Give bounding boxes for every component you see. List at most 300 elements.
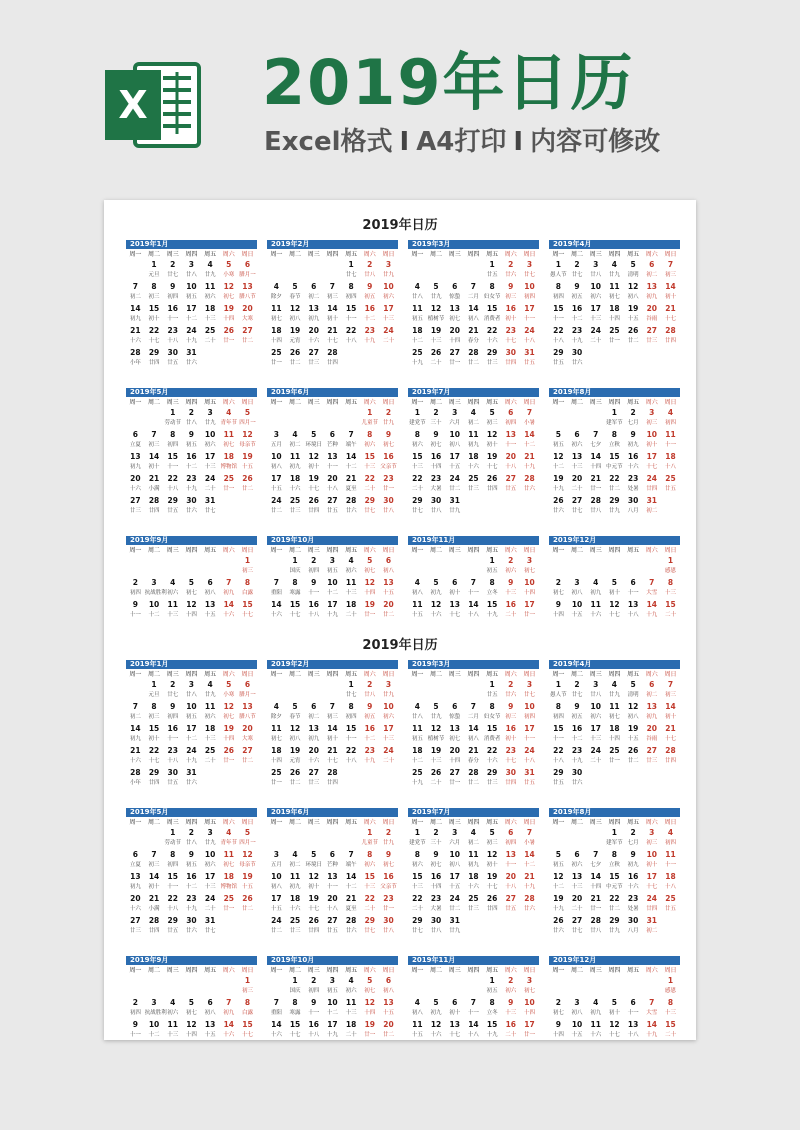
day-cell [549,997,568,1019]
day-number: 1 [611,408,618,417]
weekday-label: 周五 [345,967,358,974]
day-number: 13 [242,282,253,291]
day-number: 6 [244,680,251,689]
day-cell [605,407,624,429]
lunar-label: 十四 [270,758,282,764]
day-number: 22 [412,894,423,903]
day-number: 15 [609,452,620,461]
day-cell [427,429,446,451]
day-cell [445,473,464,495]
day-number: 6 [311,282,317,291]
lunar-label: 廿二 [241,486,253,492]
day-cell [605,827,624,849]
day-cell [501,281,520,303]
weekday-label: 周四 [326,819,339,826]
lunar-label: 初七 [364,988,376,994]
day-cell [501,745,520,767]
day-cell [520,767,539,789]
lunar-label: 初七 [223,442,235,448]
lunar-label: 十七 [486,464,498,470]
lunar-label: 廿七 [571,692,583,698]
day-number: 2 [385,408,392,417]
day-number: 16 [167,304,178,313]
day-cell [408,767,427,789]
weekday-row [126,250,257,259]
lunar-label: 环境日 [305,862,322,868]
day-number: 26 [430,768,442,777]
empty-cell [427,259,446,281]
day-number: 6 [508,828,514,837]
weekday-row [126,546,257,555]
day-number: 30 [167,768,178,777]
day-number: 16 [627,872,639,881]
weekday-label: 周一 [129,967,142,974]
calendar-title: 2019年日历 [362,218,438,233]
empty-cell [568,827,587,849]
day-cell [427,745,446,767]
day-cell [267,997,286,1019]
day-cell [464,849,483,871]
day-cell [445,303,464,325]
day-number: 3 [574,578,580,587]
day-cell [323,745,342,767]
day-cell [586,723,605,745]
day-number: 28 [665,326,676,335]
day-number: 2 [188,408,195,417]
day-cell [642,827,661,849]
lunar-label: 五月 [270,442,282,448]
day-cell [304,997,323,1019]
weekday-label: 周四 [608,819,621,826]
lunar-label: 十二 [523,442,535,448]
lunar-label: 初八 [467,316,479,322]
weekday-label: 周一 [411,399,424,406]
weekday-label: 周二 [430,399,443,406]
lunar-label: 十六 [129,758,141,764]
lunar-label: 廿一 [590,906,602,912]
day-cell [586,495,605,517]
day-cell [661,555,680,577]
day-number: 7 [329,702,336,711]
day-cell [624,599,643,621]
day-cell [642,871,661,893]
day-number: 16 [167,724,178,733]
day-cell [145,893,164,915]
day-number: 20 [646,724,657,733]
lunar-label: 廿一 [608,758,620,764]
day-number: 31 [449,916,460,925]
day-number: 21 [345,474,357,483]
day-number: 12 [430,1020,442,1029]
day-cell [501,827,520,849]
day-cell [342,555,361,577]
lunar-label: 十一 [129,612,141,618]
day-grid [549,827,680,937]
day-cell [483,451,502,473]
lunar-label: 初七 [608,294,620,300]
day-number: 12 [553,452,564,461]
day-cell [586,599,605,621]
day-cell [360,849,379,871]
lunar-label: 初五 [571,294,583,300]
day-cell [408,871,427,893]
day-number: 8 [244,998,251,1007]
day-number: 27 [308,348,319,357]
lunar-label: 廿七 [204,508,216,514]
empty-cell [304,259,323,281]
day-number: 10 [646,430,657,439]
lunar-label: 初七 [608,714,620,720]
lunar-label: 初十 [308,464,320,470]
day-cell [427,577,446,599]
day-cell [642,303,661,325]
lunar-label: 廿九 [430,714,442,720]
day-cell [182,303,201,325]
weekday-label: 周三 [307,399,320,406]
lunar-label: 十八 [467,612,479,618]
day-cell [126,915,145,937]
day-cell [238,429,257,451]
lunar-label: 小暑 [523,420,535,426]
lunar-label: 初六 [571,442,583,448]
day-number: 10 [204,850,216,859]
lunar-label: 廿三 [308,780,320,786]
day-cell [661,893,680,915]
day-number: 10 [148,1020,160,1029]
day-cell [624,701,643,723]
lunar-label: 十七 [326,338,338,344]
day-number: 28 [148,496,160,505]
day-number: 10 [204,430,216,439]
lunar-label: 十四 [449,338,461,344]
weekday-label: 周六 [504,671,517,678]
day-cell [163,259,182,281]
lunar-label: 初四 [308,988,320,994]
day-cell [360,451,379,473]
day-grid [408,259,539,369]
day-number: 5 [311,850,317,859]
lunar-label: 廿二 [449,906,461,912]
lunar-label: 十二 [552,884,564,890]
lunar-label: 十三 [430,758,442,764]
weekday-label: 周日 [664,967,677,974]
day-cell [427,723,446,745]
day-number: 13 [204,1020,216,1029]
lunar-label: 十一 [505,862,517,868]
day-number: 14 [468,1020,479,1029]
day-cell [163,915,182,937]
day-cell [379,975,398,997]
empty-cell [642,555,661,577]
lunar-label: 初六 [204,862,216,868]
lunar-label: 二十 [204,758,216,764]
day-number: 21 [524,872,535,881]
day-cell [304,303,323,325]
day-cell [304,599,323,621]
day-cell [267,701,286,723]
month-header: 2019年8月 [549,388,680,397]
day-number: 18 [271,746,282,755]
day-cell [323,849,342,871]
lunar-label: 初八 [411,1010,423,1016]
lunar-label: 廿九 [382,692,394,698]
day-number: 21 [468,326,479,335]
lunar-label: 初八 [627,714,639,720]
day-cell [304,849,323,871]
day-cell [145,723,164,745]
day-cell [408,915,427,937]
day-cell [661,325,680,347]
day-cell [286,849,305,871]
lunar-label: 初六 [364,862,376,868]
day-number: 24 [271,496,282,505]
day-cell [624,915,643,937]
lunar-label: 初四 [552,714,564,720]
lunar-label: 廿七 [345,692,357,698]
day-number: 1 [348,680,354,689]
lunar-label: 廿六 [185,780,197,786]
day-cell [661,679,680,701]
day-number: 19 [627,724,639,733]
lunar-label: 廿八 [430,928,442,934]
weekday-label: 周五 [204,819,217,826]
day-number: 7 [329,282,336,291]
weekday-row [267,250,398,259]
lunar-label: 十三 [664,1010,676,1016]
day-number: 6 [385,556,392,565]
lunar-label: 小寒 [223,272,235,278]
empty-cell [182,975,201,997]
day-cell [286,577,305,599]
day-cell [605,451,624,473]
day-number: 31 [186,348,197,357]
day-number: 18 [271,326,282,335]
lunar-label: 消费者 [483,316,501,322]
day-number: 20 [571,894,583,903]
lunar-label: 中元节 [606,884,623,890]
month-header: 2019年11月 [408,536,539,545]
day-cell [549,745,568,767]
day-cell [605,1019,624,1041]
day-cell [267,1019,286,1041]
day-number: 13 [646,702,657,711]
lunar-label: 初六 [167,590,179,596]
day-number: 5 [367,976,373,985]
day-number: 21 [524,452,535,461]
lunar-label: 廿九 [430,294,442,300]
lunar-label: 青年节 [220,420,238,426]
day-grid [267,975,398,1041]
day-number: 22 [345,746,357,755]
day-cell [182,767,201,789]
empty-cell [219,555,238,577]
day-cell [182,997,201,1019]
day-number: 31 [524,348,535,357]
day-cell [501,577,520,599]
lunar-label: 初八 [204,590,216,596]
day-number: 28 [327,768,338,777]
day-cell [323,555,342,577]
lunar-label: 十五 [411,1032,423,1038]
day-cell [586,849,605,871]
lunar-label: 十九 [571,758,583,764]
lunar-label: 十八 [505,464,517,470]
day-number: 8 [348,282,354,291]
lunar-label: 十五 [449,884,461,890]
day-cell [238,827,257,849]
day-number: 3 [526,680,533,689]
day-number: 16 [186,872,197,881]
day-number: 12 [242,430,253,439]
lunar-label: 廿五 [326,508,338,514]
lunar-label: 初七 [223,862,235,868]
lunar-label: 初五 [411,736,423,742]
day-cell [624,997,643,1019]
day-number: 13 [242,702,253,711]
lunar-label: 初四 [505,420,517,426]
weekday-label: 周一 [552,251,565,258]
lunar-label: 廿三 [289,508,301,514]
lunar-label: 二十 [204,906,216,912]
lunar-label: 十七 [449,612,461,618]
day-cell [427,451,446,473]
lunar-label: 十五 [270,906,282,912]
day-number: 13 [130,452,141,461]
lunar-label: 廿七 [167,692,179,698]
lunar-label: 十六 [223,612,235,618]
day-cell [342,893,361,915]
lunar-label: 十二 [552,464,564,470]
day-cell [238,451,257,473]
weekday-label: 周三 [166,819,179,826]
day-cell [464,577,483,599]
day-number: 6 [649,260,655,269]
month-block [408,388,539,517]
day-number: 14 [524,850,535,859]
day-number: 24 [204,474,216,483]
day-grid [549,407,680,517]
day-number: 25 [609,746,620,755]
weekday-label: 周三 [166,399,179,406]
day-number: 9 [132,600,138,609]
day-cell [520,555,539,577]
day-cell [201,407,220,429]
lunar-label: 十八 [523,338,535,344]
empty-cell [568,555,587,577]
day-cell [427,997,446,1019]
day-cell [201,893,220,915]
lunar-label: 廿五 [167,360,179,366]
lunar-label: 廿五 [523,360,535,366]
day-number: 2 [508,260,514,269]
lunar-label: 廿五 [552,360,564,366]
day-cell [501,259,520,281]
day-number: 14 [223,600,234,609]
weekday-label: 周日 [523,399,536,406]
day-number: 8 [292,998,298,1007]
day-cell [408,495,427,517]
day-number: 9 [630,850,636,859]
day-number: 1 [244,556,251,565]
lunar-label: 廿一 [382,906,394,912]
lunar-label: 芒种 [326,442,338,448]
day-cell [605,723,624,745]
lunar-label: 初五 [486,568,498,574]
day-cell [586,259,605,281]
empty-cell [568,407,587,429]
day-cell [624,259,643,281]
weekday-label: 周二 [289,251,302,258]
day-number: 29 [609,916,620,925]
lunar-label: 十九 [185,338,197,344]
lunar-label: 十九 [486,612,498,618]
lunar-label: 十七 [646,464,658,470]
lunar-label: 十五 [411,612,423,618]
day-cell [379,745,398,767]
day-number: 6 [207,998,213,1007]
lunar-label: 初十 [148,464,160,470]
day-number: 16 [430,452,442,461]
month-header: 2019年1月 [126,240,257,249]
lunar-label: 初六 [204,294,216,300]
day-number: 14 [468,724,479,733]
day-cell [642,997,661,1019]
day-number: 4 [470,408,477,417]
day-cell [379,555,398,577]
weekday-label: 周四 [185,967,198,974]
month-header: 2019年11月 [408,956,539,965]
day-cell [286,473,305,495]
day-number: 4 [292,850,298,859]
lunar-label: 初八 [270,464,282,470]
weekday-label: 周三 [166,547,179,554]
day-number: 27 [130,916,141,925]
day-cell [342,745,361,767]
day-cell [427,303,446,325]
weekday-label: 周日 [523,547,536,554]
day-cell [501,767,520,789]
lunar-label: 廿四 [664,758,676,764]
day-number: 21 [468,746,479,755]
lunar-label: 初七 [223,714,235,720]
day-cell [445,871,464,893]
day-number: 20 [130,474,141,483]
empty-cell [464,259,483,281]
lunar-label: 十一 [467,590,479,596]
lunar-label: 谷雨 [646,736,658,742]
day-cell [126,473,145,495]
day-number: 17 [449,872,460,881]
lunar-label: 寒露 [289,590,301,596]
day-cell [238,325,257,347]
day-number: 14 [468,600,479,609]
day-number: 12 [430,600,442,609]
day-number: 6 [452,998,458,1007]
day-cell [549,259,568,281]
day-cell [201,1019,220,1041]
weekday-label: 周六 [363,671,376,678]
weekday-label: 周日 [382,251,395,258]
day-number: 1 [555,260,561,269]
day-cell [267,767,286,789]
day-number: 12 [364,578,375,587]
weekday-label: 周六 [645,967,658,974]
day-cell [379,849,398,871]
day-number: 4 [170,578,176,587]
empty-cell [201,555,220,577]
lunar-label: 廿一 [223,906,235,912]
day-cell [605,849,624,871]
